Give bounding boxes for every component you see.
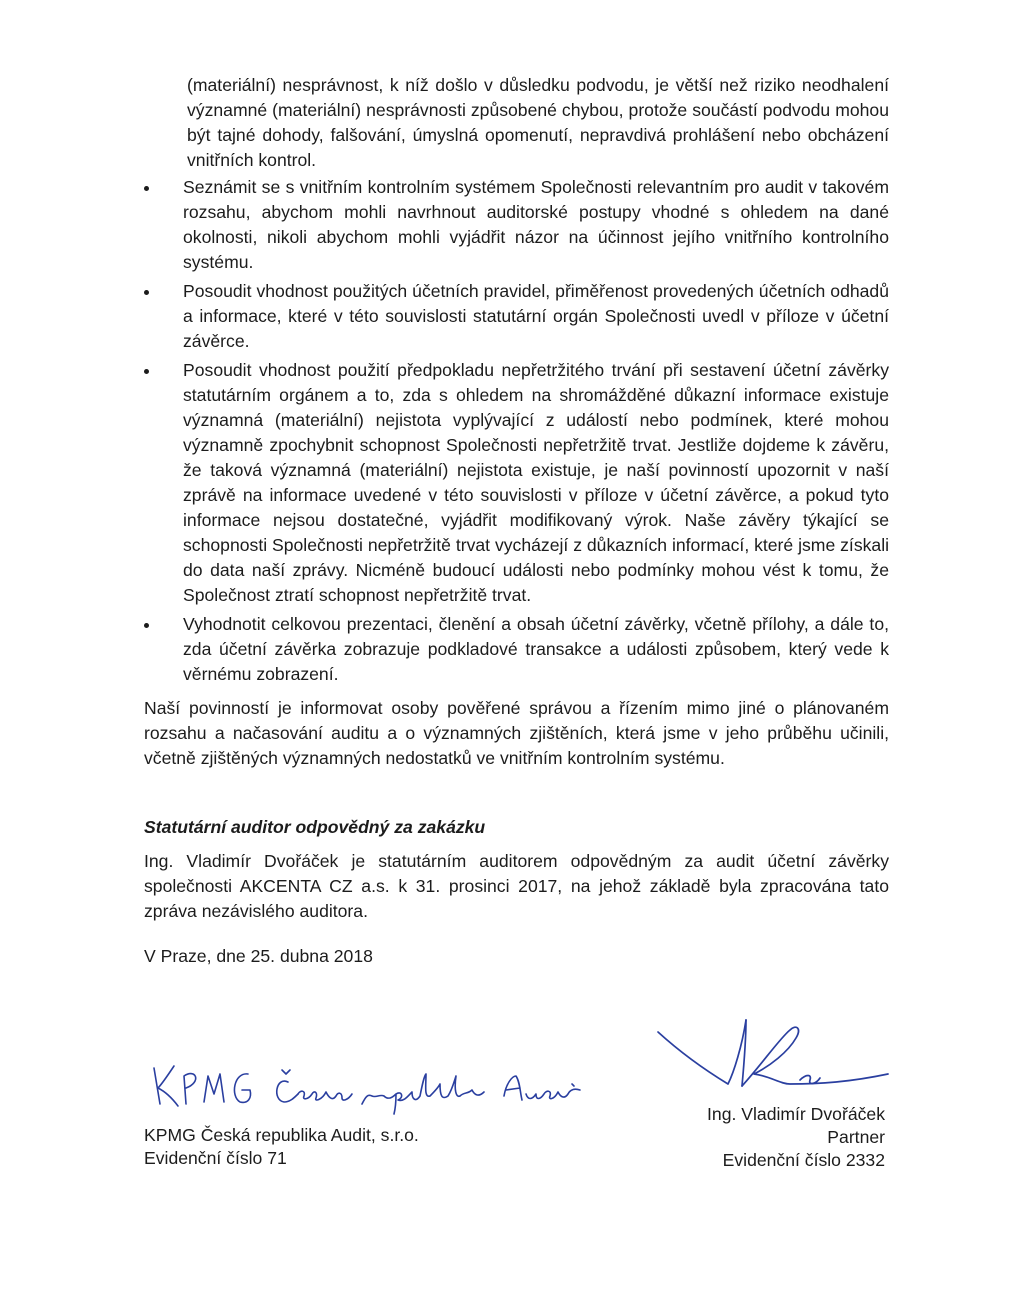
list-item-text: Posoudit vhodnost použitých účetních pravidel, přiměřenost provedených účetních odhadů a informace, které v této souvislosti statutární orgán Společnosti uvedl v příloze v účetní závěrce. [183,281,889,351]
bullet-icon [144,623,149,628]
bullet-icon [144,290,149,295]
auditor-name: Ing. Vladimír Dvořáček [707,1104,885,1124]
continuation-paragraph: (materiální) nesprávnost, k níž došlo v důsledku podvodu, je větší než riziko neodhalení významné (materiální) nesprávnosti způsobené chybou, protože součástí podvodu mohou být tajné dohody, falšování, úmyslná opomenutí, nepravdivá prohlášení nebo obcházení vnitřních kontrol. [187,75,889,170]
firm-signature [148,1046,598,1116]
firm-name: KPMG Česká republika Audit, s.r.o. [144,1125,419,1145]
place-date: V Praze, dne 25. dubna 2018 [144,946,373,966]
bullet-icon [144,186,149,191]
auditor-paragraph: Ing. Vladimír Dvořáček je statutárním auditorem odpovědným za audit účetní závěrky společnosti AKCENTA CZ a.s. k 31. prosinci 2017, na jehož základě byla zpracována tato zpráva nezávislého auditora. [144,851,889,921]
procedures-list [144,175,889,691]
auditor-block [707,1103,885,1172]
section-heading: Statutární auditor odpovědný za zakázku [144,817,486,837]
list-item [144,358,889,608]
firm-block [144,1124,419,1170]
list-item-text: Vyhodnotit celkovou prezentaci, členění a obsah účetní závěrky, včetně přílohy, a dále to, zda účetní závěrka zobrazuje podkladové transakce a události způsobem, který vede k věrnému zobrazení. [183,614,889,684]
bullet-icon [144,369,149,374]
duty-paragraph: Naší povinností je informovat osoby pověřené správou a řízením mimo jiné o plánovaném rozsahu a načasování auditu a o významných zjištěních, která jsme v jeho průběhu učinili, včetně zjištěných významných nedostatků ve vnitřním kontrolním systému. [144,698,889,768]
list-item-text: Posoudit vhodnost použití předpokladu nepřetržitého trvání při sestavení účetní závěrky statutárním orgánem a to, zda s ohledem na shromážděné důkazní informace existuje významná (materiální) nejistota vyplývající z událostí nebo podmínek, které mohou významně zpochybnit schopnost Společnosti nepřetržitě trvat. Jestliže dojdeme k závěru, že taková významná (materiální) nejistota existuje, je naší povinností upozornit v naší zprávě na informace uvedené v této souvislosti v příloze v účetní závěrce, a pokud tyto informace nejsou dostatečné, vyjádřit modifikovaný výrok. Naše závěry týkající se schopnosti Společnosti nepřetržitě trvat vycházejí z důkazních informací, které jsme získali do data naší zprávy. Nicméně budoucí události nebo podmínky mohou vést k tomu, že Společnost ztratí schopnost nepřetržitě trvat. [183,360,890,605]
auditor-role: Partner [827,1127,885,1147]
list-item [144,279,889,354]
auditor-registration: Evidenční číslo 2332 [722,1150,885,1170]
list-item [144,612,889,687]
auditor-signature [650,1012,900,1107]
list-item-text: Seznámit se s vnitřním kontrolním systémem Společnosti relevantním pro audit v takovém rozsahu, abychom mohli navrhnout auditorské postupy vhodné s ohledem na dané okolnosti, nikoli abychom mohli vyjádřit názor na účinnost jejího vnitřního kontrolního systému. [183,177,889,272]
firm-registration: Evidenční číslo 71 [144,1148,287,1168]
list-item [144,175,889,275]
